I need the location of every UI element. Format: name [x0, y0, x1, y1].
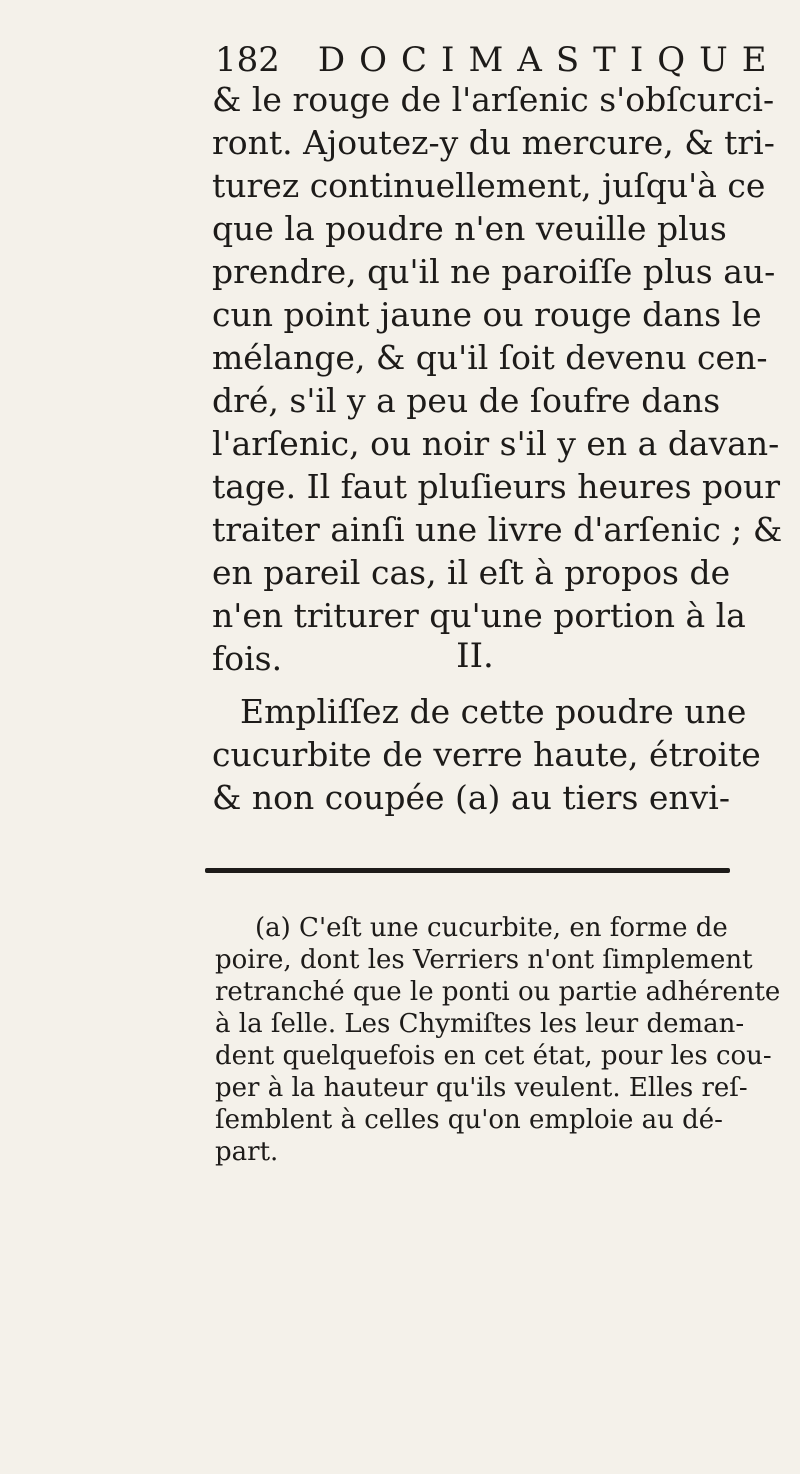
footnote-line: à la ſelle. Les Chymiſtes les leur deman- [215, 1009, 745, 1039]
footnote-line: retranché que le ponti ou partie adhérente [215, 977, 781, 1007]
section-number: II. [456, 636, 494, 676]
text-line: en pareil cas, il eſt à propos de [212, 553, 731, 592]
text-line: cun point jaune ou rouge dans le [212, 295, 762, 334]
text-line: & le rouge de l'arſenic s'obſcurci- [212, 80, 775, 119]
text-line: turez continuellement, juſqu'à ce [212, 166, 766, 205]
page-number: 182 [215, 40, 280, 80]
text-line: ront. Ajoutez-y du mercure, & tri- [212, 123, 775, 162]
text-line: mélange, & qu'il ſoit devenu cen- [212, 338, 768, 377]
text-line: n'en triturer qu'une portion à la [212, 596, 746, 635]
paragraph-1 [212, 78, 783, 680]
text-line: & non coupée (a) au tiers envi- [212, 778, 731, 817]
footnote-line: (a) C'eſt une cucurbite, en forme de [255, 913, 728, 943]
footnote [215, 912, 781, 1168]
text-line: dré, s'il y a peu de ſoufre dans [212, 381, 721, 420]
text-line: que la poudre n'en veuille plus [212, 209, 727, 248]
footnote-line: poire, dont les Verriers n'ont ſimplement [215, 945, 753, 975]
text-line: prendre, qu'il ne paroiſſe plus au- [212, 252, 776, 291]
footnote-line: part. [215, 1137, 279, 1167]
footnote-line: ſemblent à celles qu'on emploie au dé- [215, 1105, 723, 1135]
text-line: l'arſenic, ou noir s'il y en a davan- [212, 424, 780, 463]
footnote-line: per à la hauteur qu'ils veulent. Elles reſ- [215, 1073, 748, 1103]
text-line: cucurbite de verre haute, étroite [212, 735, 761, 774]
text-line: fois. [212, 639, 283, 678]
text-line: traiter ainſi une livre d'arſenic ; & [212, 510, 783, 549]
footnote-rule [205, 868, 730, 873]
paragraph-2 [212, 690, 772, 819]
running-title: DOCIMASTIQUE [317, 40, 781, 80]
running-head [215, 40, 781, 80]
footnote-line: dent quelquefois en cet état, pour les cou- [215, 1041, 772, 1071]
text-line: tage. Il faut pluſieurs heures pour [212, 467, 781, 506]
text-line: Empliſſez de cette poudre une [240, 692, 747, 731]
